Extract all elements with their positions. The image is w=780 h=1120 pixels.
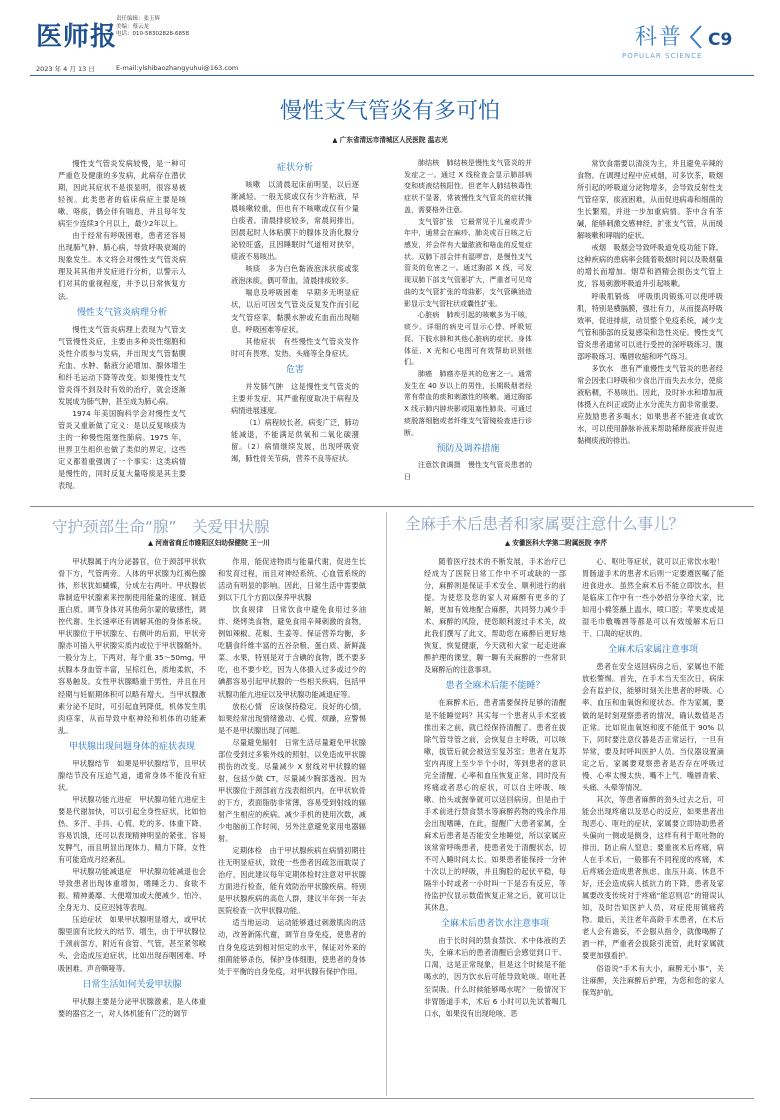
paragraph: 甲状腺功能亢进症 甲状腺功能亢进症主要是代谢加快，可以引起全身性症状，比如怕热、多汗、手抖、心慌、吃的多、体重下降、容易饥饿，还可以表现精神明显的紧张、容易发脾气，而且明显出现体力、精力下降，女性有可能造成月经紊乱。 [58, 794, 206, 865]
paragraph: 多饮水 患有严重慢性支气管炎的患者经常会因张口呼吸和少食出汗而失去水分，使痰液粘稠，不易咳出。因此，及时补水和增加液体摄入在纠正或防止水分流失方面非常重要。应鼓励患者多喝水；如果患者不能进食或饮水，可以使用静脉补液来帮助稀释痰液并促进黏稠痰液的排出。 [577, 363, 723, 446]
paragraph: 心、呕吐等症状，就可以正常饮水啦！胃肠道手术的患者术后则一定要遵医嘱了能进食进水。虽然全麻术后不能立即饮水，但是临床工作中有一些小妙招分享给大家，比如用小棉签蘸上温水，喷口腔；苹果皮或是湿毛巾敷嘴唇等都是可以有效缓解术后口干、口渴的症状的。 [582, 557, 724, 639]
paragraph: 放松心情 应该保持稳定、良好的心情，如果经常出现情绪激动、心慌、烦躁，应警惕是不是甲状腺出现了问题。 [218, 701, 366, 735]
paragraph: 心脏病 肺疾引起的咳嗽多为干咳，痰少。详细的病史可显示心悸、呼吸短促、下肢水肿和其他心脏病的症状。身体体征、X 光和心电图可有效帮助识别他们。 [404, 311, 532, 367]
section-divider [30, 506, 754, 507]
article3-column-1 [424, 556, 566, 1096]
paragraph: 由于长时间的禁食禁饮、术中体液的丢失，全麻术后的患者清醒后会感觉到口干、口渴，这是正常现象，但是这个时候是不能喝水的，因为饮水后可能导致呛咳、呕吐甚至误吸。什么时候能够喝水呢？一般情况下非胃肠道手术，术后 6 小时可以先试着喝几口水，如果没有出现呛咳、恶 [424, 936, 566, 1018]
paragraph: 肺结核 肺结核是慢性支气管炎的并发症之一。通过 X 线检查会显示肺部病变和痰液结核阳性，但老年人肺结核毒性症状不显著，常被慢性支气管炎的症状掩盖，需要格外注意。 [404, 159, 532, 214]
paragraph: 咳嗽 以清晨起床前明显，以后逐渐减轻。一般无痰或仅有少许粘液，早晨咳嗽较重，但也有不咳嗽或仅有少量白痰者。清晨排痰较多，常晨间排出，因晨起时人体粘膜下的腺体及消化腺分泌较旺盛，且因睡眠时气道相对狭窄，痰液不易咳出。 [231, 180, 359, 262]
contact-email: E-mail:ylshibaozhangyuhui@163.com [116, 64, 239, 72]
paragraph: 俗语说“手术有大小，麻醉无小事”，关注麻醉，关注麻醉后护理，为您和您的家人保驾护航。 [582, 963, 724, 997]
subheading: 慢性支气管炎病理分析 [76, 307, 167, 318]
subheading: 症状分析 [276, 163, 313, 173]
paragraph: 喘息及呼吸困难 早期多无明显症状，以后可因支气管炎反复发作而引起支气管痉挛，黏膜水肿或充血而出现喘息、呼吸困难等症状。 [231, 288, 359, 334]
paragraph: （1）病程较长者，病变广泛，肺功能减退，不能满足供氧和二氧化碳潴留。（2）病情继续发展，出现呼吸衰竭，肺性骨关节病，营养不良等症状。 [231, 417, 359, 463]
vertical-divider [386, 512, 387, 1096]
article2-column-2 [218, 556, 366, 1096]
paragraph: 随着医疗技术的不断发展，手术治疗已经成为了医院日常工作中不可或缺的一部分，麻醉则是保证手术安全、顺利进行的前提。为使您及您的家人对麻醉有更多的了解，更加有效地配合麻醉，共同努力减少手术、麻醉的风险，使您顺利渡过手术关，故此我们撰写了此文，帮助您在麻醉后更好地恢复，恢复健康，今天就和大家一起走进麻醉护理的课堂，聊一聊有关麻醉的一些常识及麻醉后的注意事项。 [424, 557, 566, 675]
paragraph: 常饮食需要以清淡为主，并且避免辛辣的食物。在调理过程中应戒烟，可多饮茶，吸烟所引起的呼吸道分泌物增多，会导致反射性支气管痉挛，痰液困难，从而促进病毒和细菌的生长繁殖，并进一步加重病情。茶中含有茶碱，能够刺激交感神经，扩张支气管，从而缓解咳嗽和哮喘的症状。 [577, 159, 723, 241]
subheading: 日常生活如何关爱甲状腺 [82, 979, 182, 990]
paragraph: 压迫症状 如果甲状腺明显增大，或甲状腺里面有比较大的结节、增生，由于甲状腺位于颈前部方，附近有食管、气管，甚至紧邻喉头，会造成压迫症状，比如出现吞咽困难、呼吸困难、声音嘶哑等。 [58, 915, 206, 973]
paragraph: 支气管扩张 它最常见于儿童或青少年中，通常会在麻疹、肺炎或百日咳之后感发，并会伴有大量脓液和咯血的反复症状。双肺下部会伴有湿啰音，是慢性支气管炎的危害之一。通过胸部 X 线，可发现双肺下部支气管影扩大，严重者可见弯曲的支气管扩张的弯曲影，支气管碘油造影显示支气管柱状或囊性扩张。 [404, 217, 532, 308]
page-number: C9 [708, 30, 733, 50]
header-rule [30, 75, 754, 76]
paragraph: 饮食规律 日常饮食中避免食用过多油炸、烧烤类食物，避免食用辛辣刺激的食物，例如辣椒、花椒、生姜等。保证营养均衡，多吃膳食纤维丰富的五谷杂粮、蛋白质、新鲜蔬菜、水果，特别是对于含碘的食物，既不要多吃，也不要少吃，因为人体摄入过多或过少的碘都容易引起甲状腺的一些相关疾病，包括甲状腺功能亢进症以及甲状腺功能减退症等。 [218, 605, 366, 699]
paragraph: 咳痰 多为白色黏液泡沫状痰或浆液泡沫痰，偶可带血，清晨排痰较多。 [231, 264, 359, 286]
paragraph: 肺癌 肺癌亦是其的危害之一。通常发生在 40 岁以上的男性，长期吸烟者经常有带血的痰和刺激性的咳嗽。通过胸部 X 线示肺内肿块影或阻塞性肺炎。可通过痰脱落细胞或者纤维支气管镜检查进行诊断。 [404, 369, 532, 437]
editor-info [116, 16, 316, 39]
paragraph: 尽量避免辐射 日常生活尽量避免甲状腺部位受到过多紫外线的照射，以免造成甲状腺损伤的改变。尽量减少 X 射线对甲状腺的辐射，包括少做 CT，尽量减少胸部透视。因为甲状腺位于颈部前方浅表组织内，在甲状软骨的下方，表面脂肪非常薄，容易受到射线的辐射产生相应的疾病。减少手机的使用次数，减少电脑前工作时间，另外注意避免家用电器辐射。 [218, 737, 366, 844]
paragraph: 适当地运动 运动能够通过刺激肌肉的活动，改善新陈代谢，调节自身免疫，使患者的自身免疫达到相对恒定的水平，保证对外来的细菌能够杀伤，保护身体细胞，使患者的身体处于平衡的自身免疫，对甲状腺有保护作用。 [218, 918, 366, 976]
subheading: 危害 [285, 364, 304, 375]
subheading: 预防及调养措施 [436, 444, 500, 455]
paragraph: 呼吸肌锻炼 呼吸肌肉锻炼可以使呼吸肌，特别是横膈膜，强壮有力，从而提高呼吸效率，促进排痰，动员整个免疫系统，减少支气管和肺部的反复感染和急性炎症。慢性支气管炎患者通常可以进行受控的深呼吸练习、腹部呼吸练习、嘴唇收缩和呼气练习。 [577, 291, 723, 361]
paragraph: 作用，能促进物质与能量代谢，促进生长和发育过程，而且对神经系统、心血管系统的活动有明显的影响。因此，日常生活中需要做到以下几个方面以保养甲状腺 [218, 557, 366, 603]
paragraph: 甲状腺功能减退症 甲状腺功能减退也会导致患者出现体重增加，嗜睡乏力、食欲不振、精神萎靡、大便增加或大便减少、怕冷、全身无力、反应迟钝等表现。 [58, 867, 206, 913]
paragraph: 由于经常有呼吸困难，患者还容易出现肺气肿、肺心病，导致呼吸衰竭的现象发生。本文将会对慢性支气管炎病理及其其他并发症进行分析，以警示人们对其的重视程度，并予以日常恢复方法。 [58, 231, 186, 301]
article3-title: 全麻手术后患者和家属要注意什么事儿？ [405, 515, 685, 533]
article2-title: 守护颈部生命“腺” 关爱甲状腺 [52, 518, 270, 536]
paragraph: 慢性支气管炎发病较慢，是一种可严重危及健康的多发病，此病存在潜伏期，因此其症状不是很显明，很容易被轻视。此类患者的临床病症主要是咳嗽、咯痰，偶会伴有喘息，并且每年发病至少连续3个月以上，最少2年以上。 [58, 159, 186, 229]
article1-column-2 [231, 158, 359, 498]
masthead: 医师报 [36, 22, 118, 52]
editor-line: 美编：蔡云龙 [116, 23, 150, 30]
paragraph: 在麻醉术后，患者需要保持足够的清醒是不能睡觉吗？其实每一个患者从手术室被推出来之前，就已经保持清醒了。患者在拔除气管导管之前，会恢复自主呼吸，可以咳嗽，拔管后就会被送至复苏室；患者在复苏室内再度上至少半个小时，等到患者的意识完全清醒、心率和血压恢复正常、同时没有疼痛或者恶心的症状，可以自主呼吸、咳嗽、抬头或握拳就可以送回病房，但是由于手术前进行禁食禁水等麻醉药物的残余作用会出现嗜睡，在此，提醒广大患者家属，全麻术后患者是否能安全地睡觉，所以家属应该常常呼唤患者，使患者处于清醒状态，切不可入睡时间太长。如果患者能保持一分钟十次以上的呼吸，并且胸腔的起伏平稳，每隔半小时或者一小时叫一下是否有反应，等待监护仪显示数值恢复正常之后，就可以让其休息。 [424, 698, 566, 913]
paragraph: 患者在安全返回病房之后，家属也不能放松警惕。首先，在手术当天至次日，病床会有监护仪，能够时刻关注患者的呼吸、心率、血压和血氧饱和度状态。作为家属，要做的是时刻观察患者的情况，确认数值是否正常。比如说血氧饱和度不能低于 90% 以下，同时要注意仪器是否正常运行，一旦有异常，要及时呼叫医护人员。当仪器设置滴定之后，家属要观察患者是否存在呼吸过慢、心率太慢太快、嘴不上气、嘴唇青紫、头痛、头晕等情况。 [582, 662, 724, 792]
section-name-en: POPULAR SCIENCE [622, 52, 703, 60]
article1-column-4 [577, 158, 723, 498]
article2-author: ▲ 河南省商丘市睢阳区妇幼保健院 王一川 [148, 539, 270, 547]
paragraph: 甲状腺主要是分泌甲状腺激素，是人体重要的器官之一，对人体机能有广泛的调节 [58, 996, 206, 1018]
editor-line: 电话：010-58302828-6858 [116, 31, 189, 38]
issue-date: 2023 年 4 月 13 日 [36, 65, 95, 73]
paragraph: 慢性支气管炎病理上表现为气管支气管慢性炎症，主要由多种炎性细胞和炎性介质参与发病，并出现支气管黏膜充血、水肿、黏液分泌增加、腺体增生和纤毛运动下降等改变。如果慢性支气管炎得不到及时有效的治疗，就会逐渐发展成为肺气肿，甚至成为肺心病。 [58, 324, 186, 406]
article2-column-1 [58, 556, 206, 1096]
subheading: 甲状腺出现问题身体的症状表现 [68, 741, 195, 752]
section-name: 科普 [635, 25, 684, 50]
paragraph: 其次，等患者麻醉的劲头过去之后，可能会出现疼痛以及恶心的反应，如果患者出现恶心、呕吐的症状，家属要立即协助患者头偏向一侧或是侧身，这样有利于呕吐物的排出，防止病人窒息；要重视术后疼痛，病人在手术后，一般都有不同程度的疼痛，术后疼痛会造成患者焦虑、血压升高、休息不好，还会造成病人抵抗力的下降，患者及家属要改变传统对于疼痛“能忍则忍”的错误认知，及时告知医护人员，对症使用镇痛药物。最后，关注老年高龄手术患者，在术后老人会有谵妄，不会服从指令，就像喝醉了酒一样，严重者会拔除引流管，此时家属就要更加强看护。 [582, 794, 724, 961]
article1-column-3 [404, 158, 532, 498]
paragraph: 1974 年美国胸科学会对慢性支气管炎又重新做了定义：是以反复咳痰为主的一种慢性阻塞性肺病。1975 年，世界卫生组织也做了类似的界定。这些定义都着重强调了一个事实：这类病情是慢性的，同时反复大量咯痰是其主要表现。 [58, 408, 186, 491]
chevron-left-icon [688, 24, 704, 50]
article3-column-2 [582, 556, 724, 1096]
paragraph: 定期体检 由于甲状腺疾病在病情初期往往无明显症状，致使一些患者因疏忽而耽误了治疗，因此建议每年定期体检时注意对甲状腺方面进行检查，能有效防治甲状腺疾病。特别是甲状腺疾病的高危人群，建议半年到一年去医院检查一次甲状腺功能。 [218, 846, 366, 916]
article1-title: 慢性支气管炎有多可怕 [279, 99, 500, 124]
subheading: 患者全麻术后能不能睡？ [445, 681, 545, 692]
editor-line: 责任编辑：张玉辉 [116, 16, 161, 22]
article1-author: ▲ 广东省清远市清城区人民医院 温志光 [332, 136, 448, 144]
paragraph: 并发肺气肿 这是慢性支气管炎的主要并发症，其严重程度取决于病程及病情进展速度。 [231, 381, 359, 415]
article3-author: ▲ 安徽医科大学第二附属医院 李芹 [505, 539, 607, 547]
article1-column-1 [58, 158, 186, 498]
paragraph: 甲状腺属于内分泌器官，位于颈部甲状软骨下方，气管两旁。人体的甲状腺为红褐色腺体，形状犹如蝴蝶，分成左右两叶。甲状腺依靠制造甲状腺素来控制使用能量的速度、制造蛋白质、调节身体对其他荷尔蒙的敏感性，调控代谢、生长速率还有调解其他的身体系统。甲状腺位于甲状腺左、右侧叶的后面，甲状旁腺亦可插入甲状腺实质内或位于甲状腺鞘外。一般分为上、下两对，每个重 35～50mg。甲状腺本身血管丰富，呈棕红色，质地柔软，不容易触及。女性甲状腺略重于男性，并且在月经期与妊娠期体积可以略有增大。当甲状腺激素分泌不足时，可引起血钙降低，机体发生肌肉痉挛，从而导致中枢神经和机体的功能紊乱。 [58, 557, 206, 735]
paragraph: 甲状腺结节 如果是甲状腺结节，且甲状腺结节没有压迫气道，通常身体不能没有症状。 [58, 758, 206, 792]
footer-rule [30, 1098, 754, 1099]
paragraph: 注意饮食调摄 慢性支气管炎患者的日 [404, 461, 532, 481]
paragraph: 戒烟 吸烟会导致呼吸道免疫功能下降。这种疾病的患病率会随着吸烟时间以及吸烟量的增长而增加。烟草和酒精会损伤支气管上皮，容易刺激呼吸道并引起咳嗽。 [577, 243, 723, 289]
subheading: 全麻术后家属注意事项 [607, 645, 698, 656]
subheading: 全麻术后患者饮水注意事项 [440, 919, 549, 930]
paragraph: 其他症状 有些慢性支气管炎发作时可有畏寒、发热、头痛等全身症状。 [231, 336, 359, 358]
